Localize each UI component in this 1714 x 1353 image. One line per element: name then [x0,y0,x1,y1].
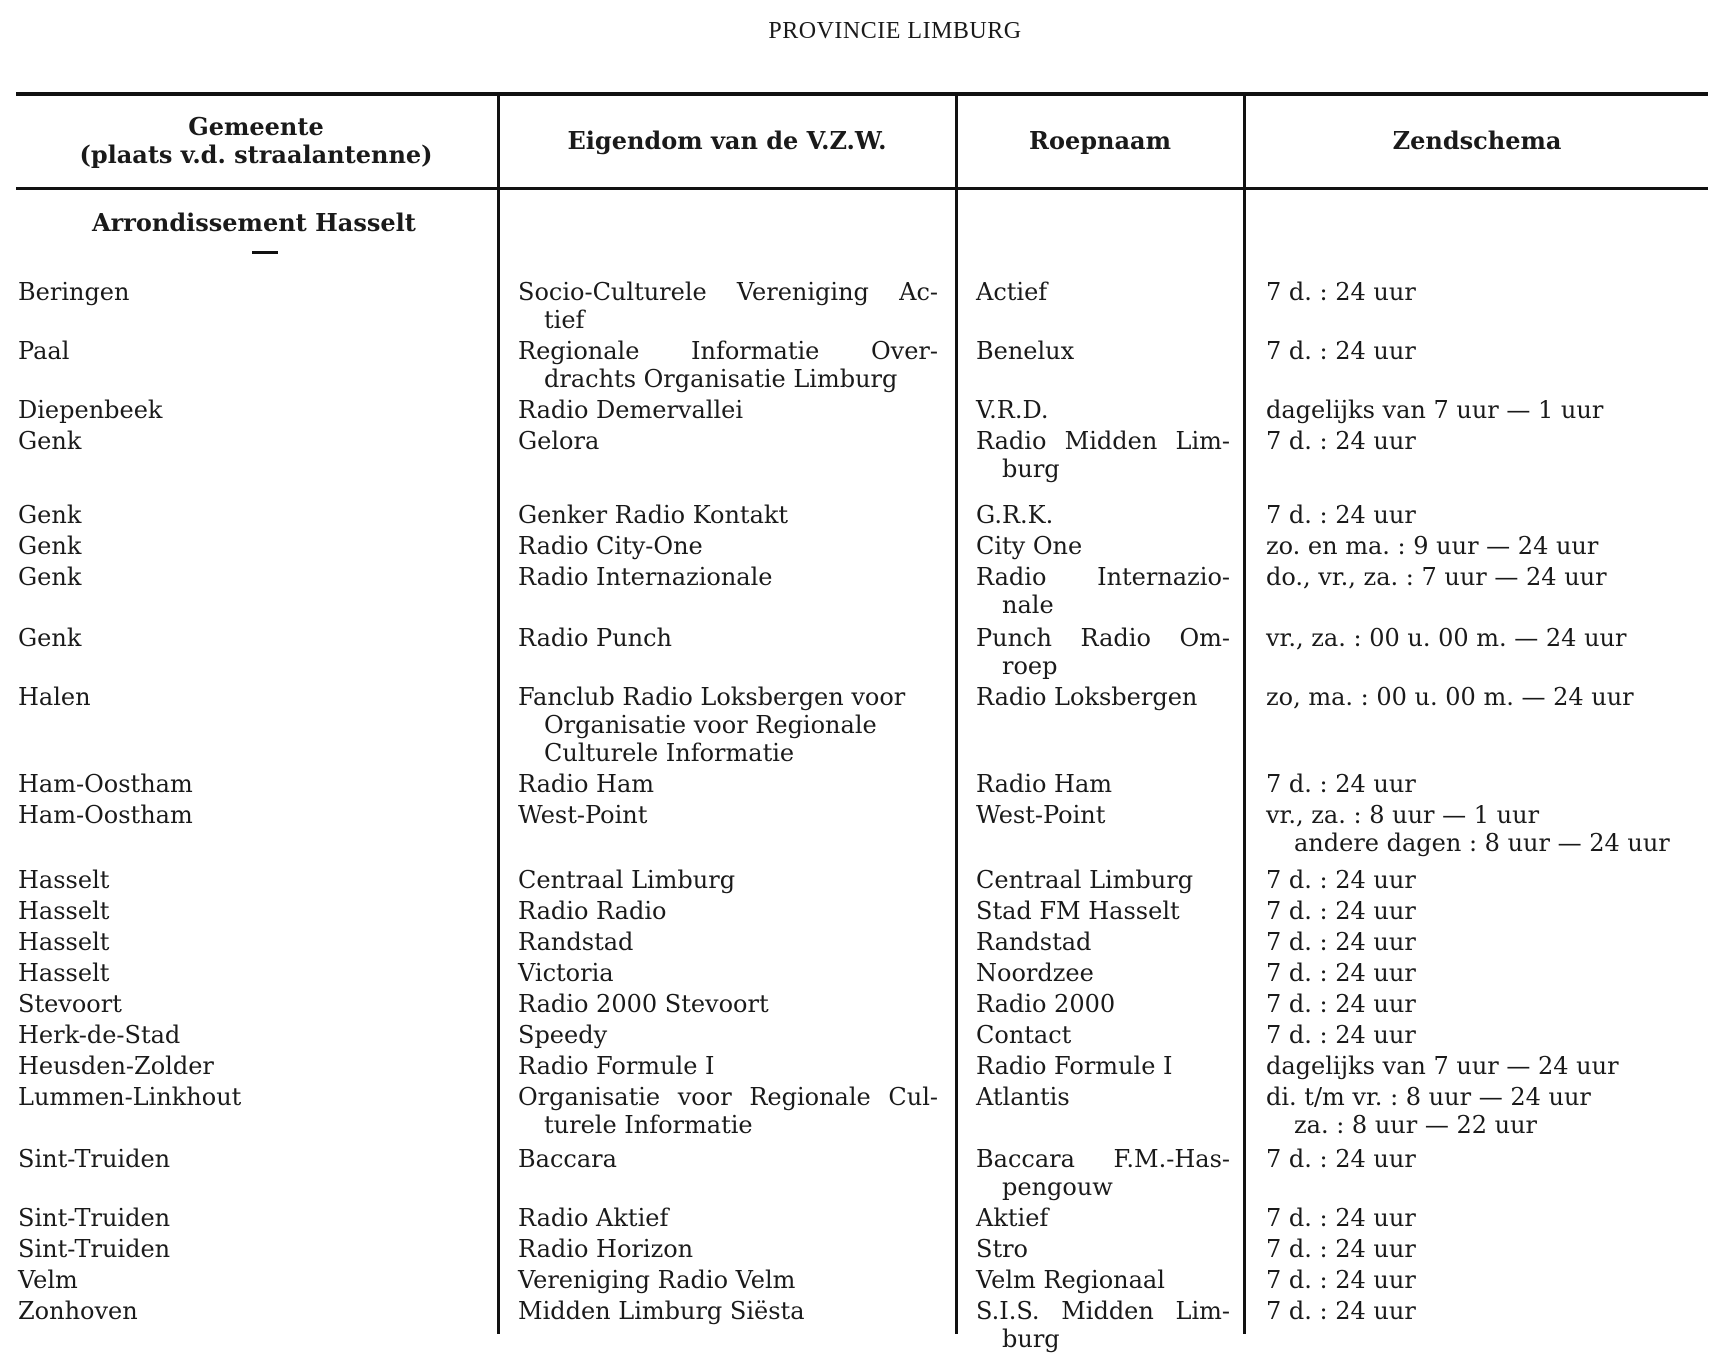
cell-gemeente [18,624,488,652]
cell-gemeente [18,278,488,306]
cell-eigendom-line: Vereniging Radio Velm [518,1266,796,1294]
cell-zendschema [1266,337,1706,365]
cell-eigendom-line: Organisatie voor Regionale [544,711,877,739]
cell-eigendom [518,928,938,956]
cell-eigendom-line: West-Point [518,801,648,829]
cell-gemeente-line: Hasselt [18,897,110,925]
header-roepnaam: Roepnaam [1029,126,1171,155]
cell-gemeente [18,396,488,424]
cell-gemeente-line: Genk [18,427,82,455]
cell-gemeente-line: Genk [18,532,82,560]
cell-zendschema [1266,1297,1706,1325]
cell-gemeente-line: Herk-de-Stad [18,1021,181,1049]
cell-roepnaam [976,1297,1230,1353]
cell-gemeente-line: Zonhoven [18,1297,138,1325]
cell-roepnaam [976,1204,1230,1232]
cell-gemeente [18,1052,488,1080]
cell-zendschema-line: vr., za. : 8 uur — 1 uur [1266,801,1540,829]
cell-eigendom [518,427,938,455]
cell-gemeente-line: Heusden-Zolder [18,1052,214,1080]
cell-roepnaam [976,866,1230,894]
cell-roepnaam-line: West-Point [976,801,1106,829]
cell-eigendom-line: Culturele Informatie [544,739,795,767]
cell-eigendom-line: Radio Aktief [518,1204,669,1232]
cell-eigendom [518,501,938,529]
cell-gemeente-line: Hasselt [18,866,110,894]
cell-zendschema [1266,1083,1706,1139]
cell-eigendom-line: Regionale Informatie Over- [518,337,938,365]
cell-roepnaam-line: Punch Radio Om- [976,624,1230,652]
cell-eigendom-line: Centraal Limburg [518,866,736,894]
cell-zendschema-line: 7 d. : 24 uur [1266,1145,1416,1173]
cell-zendschema-line: 7 d. : 24 uur [1266,866,1416,894]
cell-eigendom [518,770,938,798]
cell-gemeente-line: Sint-Truiden [18,1235,171,1263]
cell-zendschema-line: 7 d. : 24 uur [1266,990,1416,1018]
cell-eigendom [518,866,938,894]
cell-gemeente [18,1266,488,1294]
cell-eigendom [518,337,938,393]
cell-roepnaam [976,1083,1230,1111]
cell-gemeente [18,1204,488,1232]
cell-roepnaam-line: burg [1002,1325,1060,1353]
cell-zendschema-line: zo. en ma. : 9 uur — 24 uur [1266,532,1599,560]
cell-eigendom-line: Radio Internazionale [518,563,773,591]
cell-eigendom [518,1021,938,1049]
cell-zendschema [1266,1021,1706,1049]
cell-roepnaam-line: Aktief [976,1204,1049,1232]
cell-eigendom-line: Fanclub Radio Loksbergen voor [518,683,906,711]
cell-roepnaam-line: City One [976,532,1083,560]
cell-eigendom [518,990,938,1018]
cell-gemeente [18,897,488,925]
cell-gemeente-line: Hasselt [18,959,110,987]
cell-roepnaam [976,801,1230,829]
cell-eigendom [518,532,938,560]
cell-gemeente-line: Hasselt [18,928,110,956]
cell-roepnaam-line: G.R.K. [976,501,1054,529]
cell-zendschema [1266,1052,1706,1080]
cell-eigendom [518,1083,938,1139]
cell-gemeente [18,1083,488,1111]
cell-gemeente-line: Genk [18,563,82,591]
cell-zendschema-line: zo, ma. : 00 u. 00 m. — 24 uur [1266,683,1634,711]
cell-roepnaam-line: burg [1002,455,1060,483]
cell-eigendom-line: Radio Demervallei [518,396,744,424]
cell-zendschema [1266,278,1706,306]
cell-zendschema-line: 7 d. : 24 uur [1266,1266,1416,1294]
cell-zendschema-line: vr., za. : 00 u. 00 m. — 24 uur [1266,624,1627,652]
cell-roepnaam [976,563,1230,619]
cell-gemeente [18,563,488,591]
cell-eigendom-line: Organisatie voor Regionale Cul- [518,1083,938,1111]
cell-zendschema [1266,801,1706,857]
cell-roepnaam [976,1021,1230,1049]
cell-gemeente [18,990,488,1018]
cell-eigendom [518,396,938,424]
cell-roepnaam-line: Contact [976,1021,1072,1049]
cell-gemeente [18,1145,488,1173]
cell-roepnaam-line: Stad FM Hasselt [976,897,1180,925]
cell-gemeente-line: Paal [18,337,70,365]
cell-roepnaam-line: Radio Midden Lim- [976,427,1230,455]
cell-roepnaam [976,1145,1230,1201]
cell-roepnaam [976,624,1230,680]
cell-zendschema [1266,990,1706,1018]
header-zendschema: Zendschema [1392,126,1562,155]
cell-zendschema [1266,1145,1706,1173]
cell-eigendom-line: Radio Radio [518,897,667,925]
cell-eigendom-line: Socio-Culturele Vereniging Ac- [518,278,938,306]
cell-roepnaam [976,337,1230,365]
cell-eigendom [518,624,938,652]
cell-zendschema-line: 7 d. : 24 uur [1266,427,1416,455]
cell-gemeente [18,866,488,894]
cell-gemeente-line: Beringen [18,278,130,306]
cell-gemeente-line: Diepenbeek [18,396,163,424]
cell-roepnaam [976,1235,1230,1263]
cell-zendschema-line: 7 d. : 24 uur [1266,897,1416,925]
cell-eigendom-line: Baccara [518,1145,617,1173]
cell-zendschema-line: 7 d. : 24 uur [1266,278,1416,306]
cell-gemeente [18,501,488,529]
cell-gemeente-line: Genk [18,501,82,529]
cell-roepnaam-line: Velm Regionaal [976,1266,1165,1294]
cell-gemeente [18,801,488,829]
cell-gemeente [18,683,488,711]
cell-roepnaam [976,396,1230,424]
cell-gemeente-line: Sint-Truiden [18,1145,171,1173]
cell-zendschema [1266,683,1706,711]
cell-zendschema-line: dagelijks van 7 uur — 24 uur [1266,1052,1619,1080]
cell-eigendom-line: tief [544,306,585,334]
cell-roepnaam [976,928,1230,956]
cell-eigendom-line: turele Informatie [544,1111,753,1139]
cell-roepnaam-line: Radio Ham [976,770,1113,798]
cell-gemeente [18,1021,488,1049]
cell-zendschema-line: 7 d. : 24 uur [1266,1204,1416,1232]
cell-zendschema [1266,1235,1706,1263]
cell-zendschema [1266,928,1706,956]
cell-zendschema-line: 7 d. : 24 uur [1266,337,1416,365]
cell-eigendom-line: Gelora [518,427,600,455]
cell-zendschema [1266,624,1706,652]
cell-roepnaam [976,532,1230,560]
cell-gemeente [18,1297,488,1325]
cell-zendschema-line: 7 d. : 24 uur [1266,959,1416,987]
cell-roepnaam [976,1266,1230,1294]
cell-eigendom [518,959,938,987]
cell-roepnaam-line: Radio Loksbergen [976,683,1198,711]
cell-zendschema-line: 7 d. : 24 uur [1266,1297,1416,1325]
cell-gemeente [18,959,488,987]
cell-eigendom-line: Radio 2000 Stevoort [518,990,769,1018]
cell-gemeente-line: Halen [18,683,91,711]
cell-roepnaam [976,897,1230,925]
cell-eigendom-line: Midden Limburg Siësta [518,1297,805,1325]
cell-zendschema-line: do., vr., za. : 7 uur — 24 uur [1266,563,1607,591]
cell-zendschema-line: 7 d. : 24 uur [1266,1235,1416,1263]
cell-roepnaam [976,278,1230,306]
cell-roepnaam [976,1052,1230,1080]
cell-gemeente [18,928,488,956]
cell-gemeente-line: Genk [18,624,82,652]
cell-gemeente-line: Ham-Oostham [18,801,193,829]
cell-roepnaam [976,959,1230,987]
cell-eigendom-line: drachts Organisatie Limburg [544,365,898,393]
cell-roepnaam-line: Benelux [976,337,1075,365]
cell-eigendom-line: Randstad [518,928,634,956]
header-gemeente-line1: Gemeente [188,112,324,141]
cell-zendschema [1266,959,1706,987]
cell-roepnaam [976,427,1230,483]
cell-roepnaam-line: Stro [976,1235,1029,1263]
cell-roepnaam-line: pengouw [1002,1173,1113,1201]
cell-gemeente [18,337,488,365]
cell-eigendom-line: Radio Formule I [518,1052,715,1080]
cell-zendschema-line: andere dagen : 8 uur — 24 uur [1294,829,1670,857]
cell-eigendom-line: Radio City-One [518,532,703,560]
cell-gemeente-line: Velm [18,1266,78,1294]
cell-zendschema-line: za. : 8 uur — 22 uur [1294,1111,1538,1139]
cell-eigendom [518,1297,938,1325]
cell-roepnaam [976,501,1230,529]
cell-zendschema-line: 7 d. : 24 uur [1266,928,1416,956]
cell-eigendom-line: Genker Radio Kontakt [518,501,789,529]
cell-roepnaam-line: nale [1002,591,1054,619]
cell-eigendom-line: Speedy [518,1021,608,1049]
cell-gemeente [18,427,488,455]
cell-eigendom [518,1145,938,1173]
cell-zendschema [1266,897,1706,925]
cell-roepnaam-line: Noordzee [976,959,1094,987]
cell-zendschema [1266,866,1706,894]
cell-eigendom [518,1204,938,1232]
cell-roepnaam [976,770,1230,798]
header-gemeente-line2: (plaats v.d. straalantenne) [79,140,433,169]
cell-roepnaam-line: Randstad [976,928,1092,956]
cell-eigendom [518,683,938,767]
cell-roepnaam-line: Radio 2000 [976,990,1116,1018]
cell-roepnaam-line: Atlantis [976,1083,1070,1111]
cell-eigendom [518,1266,938,1294]
cell-gemeente [18,532,488,560]
cell-eigendom [518,801,938,829]
cell-zendschema [1266,501,1706,529]
cell-zendschema-line: 7 d. : 24 uur [1266,501,1416,529]
cell-roepnaam-line: Actief [976,278,1048,306]
cell-zendschema-line: di. t/m vr. : 8 uur — 24 uur [1266,1083,1591,1111]
cell-roepnaam-line: Centraal Limburg [976,866,1194,894]
cell-roepnaam [976,990,1230,1018]
page-title: PROVINCIE LIMBURG [768,18,1022,44]
cell-eigendom-line: Radio Ham [518,770,655,798]
cell-eigendom-line: Radio Punch [518,624,673,652]
cell-eigendom [518,563,938,591]
cell-zendschema [1266,1266,1706,1294]
cell-zendschema-line: dagelijks van 7 uur — 1 uur [1266,396,1604,424]
cell-eigendom [518,278,938,334]
cell-zendschema [1266,563,1706,591]
cell-gemeente-line: Sint-Truiden [18,1204,171,1232]
cell-roepnaam [976,683,1230,711]
cell-gemeente-line: Lummen-Linkhout [18,1083,242,1111]
cell-roepnaam-line: Radio Formule I [976,1052,1173,1080]
cell-eigendom-line: Victoria [518,959,614,987]
arrondissement-heading: Arrondissement Hasselt [92,208,416,237]
cell-roepnaam-line: Radio Internazio- [976,563,1230,591]
cell-zendschema [1266,770,1706,798]
cell-eigendom-line: Radio Horizon [518,1235,694,1263]
cell-roepnaam-line: roep [1002,652,1058,680]
cell-eigendom [518,897,938,925]
cell-zendschema [1266,532,1706,560]
cell-gemeente-line: Ham-Oostham [18,770,193,798]
cell-zendschema-line: 7 d. : 24 uur [1266,770,1416,798]
cell-roepnaam-line: S.I.S. Midden Lim- [976,1297,1230,1325]
cell-zendschema [1266,427,1706,455]
cell-gemeente [18,770,488,798]
cell-zendschema [1266,396,1706,424]
header-eigendom: Eigendom van de V.Z.W. [567,126,887,155]
cell-roepnaam-line: V.R.D. [976,396,1049,424]
cell-eigendom [518,1235,938,1263]
cell-zendschema [1266,1204,1706,1232]
cell-gemeente-line: Stevoort [18,990,122,1018]
cell-zendschema-line: 7 d. : 24 uur [1266,1021,1416,1049]
cell-gemeente [18,1235,488,1263]
cell-eigendom [518,1052,938,1080]
cell-roepnaam-line: Baccara F.M.-Has- [976,1145,1230,1173]
